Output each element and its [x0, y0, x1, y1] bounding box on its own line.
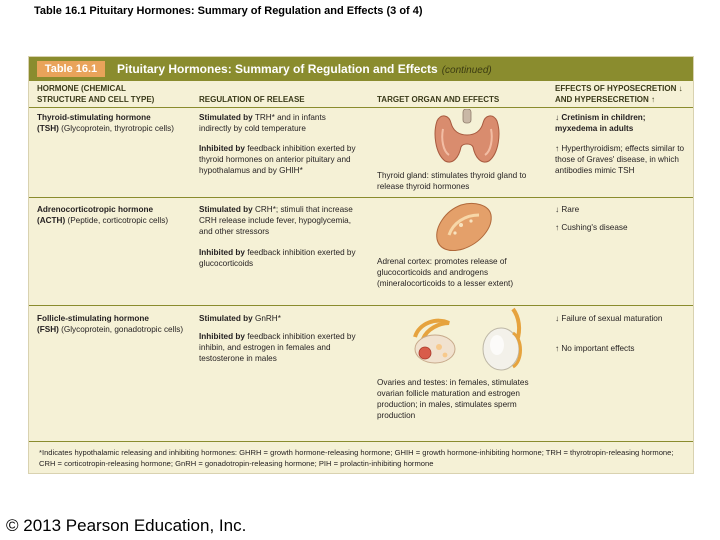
row-tsh-hormone-abbr: (TSH) — [37, 124, 59, 133]
row-acth-hormone-abbr: (ACTH) — [37, 216, 66, 225]
row-fsh-inhib-text: feedback inhibition exerted by inhibin, and estrogen in females and testosterone in males — [199, 332, 356, 363]
thyroid-gland-illustration — [429, 109, 505, 167]
row-tsh-stimulated — [199, 112, 359, 134]
hypersecretion-icon: ↑ — [555, 144, 560, 153]
row-acth-hormone-type: (Peptide, corticotropic cells) — [67, 216, 169, 225]
row-tsh-stim-label: Stimulated by — [199, 113, 253, 122]
row-tsh-inhibited — [199, 143, 359, 176]
header-hormone — [37, 83, 154, 105]
row-tsh-inhib-label: Inhibited by — [199, 144, 245, 153]
row-acth-stim-label: Stimulated by — [199, 205, 253, 214]
table-footnote: *Indicates hypothalamic releasing and inhibiting hormones: GHRH = growth hormone-releasing hormone; GHIH = growth hormone-inhibiting hormone; TRH = thyrotropin-releasing hormone; CRH = corticotropin-releasing hormone; GnRH = gonadotropin-releasing hormone; PIH = prolactin-inhibiting hormone — [39, 448, 674, 468]
row-acth-hormone-name: Adrenocorticotropic hormone — [37, 205, 153, 214]
hyposecretion-icon: ↓ — [555, 113, 560, 122]
table-title-bar — [29, 57, 693, 81]
hyposecretion-icon: ↓ — [555, 205, 560, 214]
row-tsh-hormone-name: Thyroid-stimulating hormone — [37, 113, 151, 122]
row-tsh-target: Thyroid gland: stimulates thyroid gland to release thyroid hormones — [377, 171, 527, 191]
row-rule — [29, 305, 693, 306]
table-continued: (continued) — [441, 65, 492, 76]
row-fsh-stim-text: GnRH* — [254, 314, 281, 323]
row-acth-hyposecretion — [555, 204, 689, 215]
hormone-table — [28, 56, 694, 474]
footnote-rule — [29, 441, 693, 442]
row-acth-hormone — [37, 204, 187, 226]
hypersecretion-icon: ↑ — [555, 223, 560, 232]
row-fsh-stimulated — [199, 313, 359, 324]
hypersecretion-icon: ↑ — [555, 344, 560, 353]
row-tsh-hypersecretion — [555, 143, 689, 176]
row-fsh-hypo-text: Failure of sexual maturation — [561, 314, 663, 323]
row-fsh-target: Ovaries and testes: in females, stimulates ovarian follicle maturation and estrogen production; in males, stimulates sperm production — [377, 378, 529, 420]
table-title — [117, 61, 492, 79]
ovary-illustration — [409, 313, 471, 371]
copyright: © 2013 Pearson Education, Inc. — [6, 516, 247, 535]
row-tsh-hypo-text: Cretinism in children; myxedema in adults — [555, 113, 646, 133]
row-fsh-hormone — [37, 313, 187, 335]
row-rule — [29, 197, 693, 198]
header-effects-line1: EFFECTS OF HYPOSECRETION ↓ — [555, 84, 683, 93]
row-tsh-hyper-text: Hyperthyroidism; effects similar to those of Graves' disease, in which antibodies mimic TSH — [555, 144, 685, 175]
row-tsh-inhib-text: feedback inhibition exerted by thyroid hormones on anterior pituitary and hypothalamus and by GHIH* — [199, 144, 356, 175]
row-acth-stimulated — [199, 204, 359, 237]
table-title-text: Pituitary Hormones: Summary of Regulation and Effects — [117, 62, 438, 76]
header-effects-line2: AND HYPERSECRETION ↑ — [555, 95, 656, 104]
row-acth-inhib-label: Inhibited by — [199, 248, 245, 257]
row-fsh-hyposecretion — [555, 313, 689, 324]
header-hormone-line1: HORMONE (CHEMICAL — [37, 84, 126, 93]
row-acth-hypo-text: Rare — [561, 205, 580, 214]
row-acth-hyper-text: Cushing's disease — [561, 223, 628, 232]
slide-title: Table 16.1 Pituitary Hormones: Summary of Regulation and Effects (3 of 4) — [34, 5, 423, 17]
row-acth-inhib-text: feedback inhibition exerted by glucocorticoids — [199, 248, 356, 268]
row-tsh-hormone-type: (Glycoprotein, thyrotropic cells) — [61, 124, 174, 133]
row-tsh-hyposecretion — [555, 112, 689, 134]
header-target: TARGET ORGAN AND EFFECTS — [377, 95, 500, 104]
row-fsh-stim-label: Stimulated by — [199, 314, 253, 323]
header-regulation: REGULATION OF RELEASE — [199, 95, 305, 104]
row-acth-stim-text: CRH*; stimuli that increase CRH release include fever, hypoglycemia, and other stressors — [199, 205, 353, 236]
hyposecretion-icon: ↓ — [555, 314, 560, 323]
row-acth-inhibited — [199, 247, 359, 269]
header-effects — [555, 83, 683, 105]
row-tsh-stim-text: TRH* and in infants indirectly by cold temperature — [199, 113, 326, 133]
row-acth-target: Adrenal cortex: promotes release of glucocorticoids and androgens (mineralocorticoids to a lesser extent) — [377, 257, 514, 288]
row-fsh-hyper-text: No important effects — [561, 344, 635, 353]
header-rule — [29, 107, 693, 108]
adrenal-gland-illustration — [431, 199, 495, 253]
row-tsh-hormone — [37, 112, 187, 134]
row-fsh-hormone-type: (Glycoprotein, gonadotropic cells) — [61, 325, 184, 334]
row-fsh-inhibited — [199, 331, 359, 364]
row-acth-hypersecretion — [555, 222, 689, 233]
row-fsh-hormone-name: Follicle-stimulating hormone — [37, 314, 149, 323]
table-tag: Table 16.1 — [37, 61, 105, 77]
row-fsh-inhib-label: Inhibited by — [199, 332, 245, 341]
testis-illustration — [473, 307, 531, 373]
row-fsh-hormone-abbr: (FSH) — [37, 325, 59, 334]
header-hormone-line2: STRUCTURE AND CELL TYPE) — [37, 95, 155, 104]
row-fsh-hypersecretion — [555, 343, 689, 354]
